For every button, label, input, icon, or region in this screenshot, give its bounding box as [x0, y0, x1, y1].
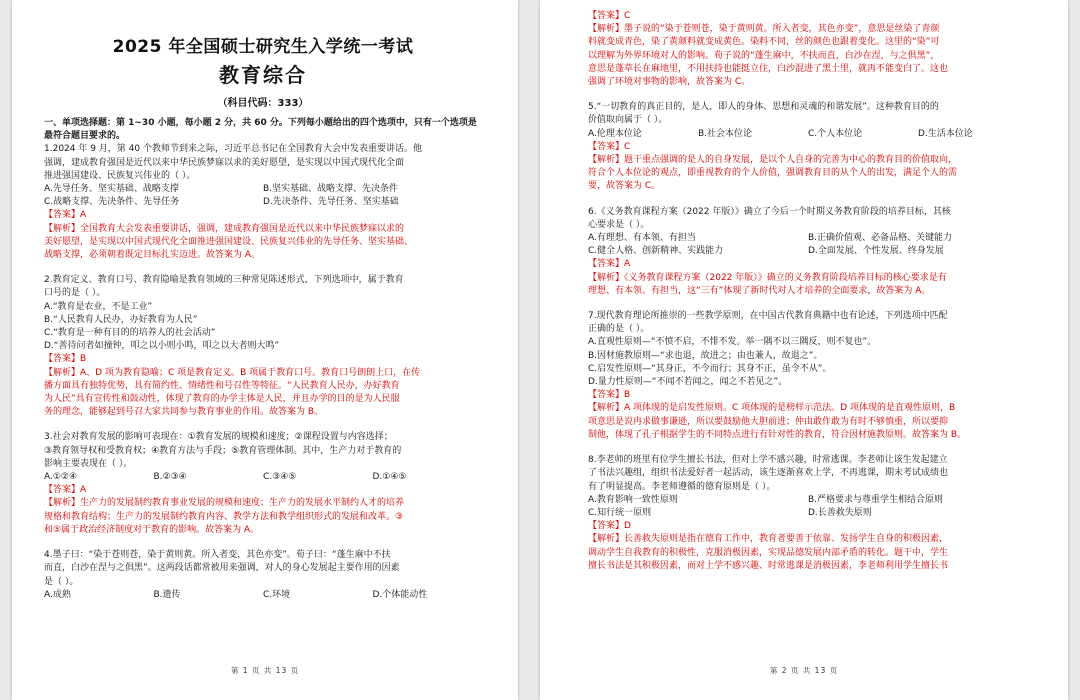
question-4-stem: 而直，白沙在涅与之俱黑”。这两段话都常被用来强调，对人的身心发展起主要作用的因素 — [44, 563, 400, 574]
question-1-stem: 1.2024 年 9 月，第 40 个教师节到来之际，习近平总书记在全国教育大会中发表重要讲话。他 — [44, 144, 422, 155]
option-b: B.遗传 — [153, 589, 181, 600]
option-c: C.健全人格、创新精神、实践能力 — [588, 246, 724, 257]
question-3-analysis: 规格和教育结构；生产力的发展制约教育内容、教学方法和教学组织形式的发展和改革。③ — [44, 511, 404, 522]
question-4-stem: 是（ ）。 — [44, 576, 79, 587]
question-1-answer: 【答案】A — [44, 210, 87, 221]
question-1-stem: 强调，建成教育强国是近代以来中华民族梦寐以求的美好愿望，是实现以中国式现代化全面 — [44, 157, 405, 168]
question-6-stem: 6.《义务教育课程方案（2022 年版）》确立了今后一个时期义务教育阶段的培养目标，其核 — [588, 206, 951, 217]
question-2-answer: 【答案】B — [44, 354, 87, 365]
question-2-stem: 2.教育定义、教育口号、教育隐喻是教育领域的三种常见陈述形式，下列选项中，属于教育 — [44, 275, 404, 286]
option-b: B.因材施教原则—“求也退，故进之；由也兼人，故退之”。 — [588, 350, 823, 361]
question-6-options — [588, 232, 1028, 245]
question-5-analysis: 要，故答案为 C。 — [588, 181, 661, 192]
question-8-stem: 了书法兴趣组，组织书法爱好者一起活动，该生逐渐喜欢上学，不再逃课，期末考试成绩也 — [588, 468, 949, 479]
option-d: D.长善救失原则 — [808, 507, 872, 518]
option-b: B.严格要求与尊重学生相结合原则 — [808, 494, 944, 505]
section-instructions: 一、单项选择题：第 1~30 小题，每小题 2 分，共 60 分。下列每小题给出的四个选项中，只有一个选项是 — [44, 118, 477, 128]
question-4-analysis: 【解析】墨子说的“染于苍则苍，染于黄则黄。所入者变，其色亦变”，意思是丝染了青颜 — [588, 24, 940, 35]
question-5-stem: 5.“一切教育的真正目的，是人，即人的身体、思想和灵魂的和谐发展”。这种教育目的的 — [588, 102, 939, 113]
document-page-1 — [12, 0, 518, 700]
question-2-analysis: 【解析】A、D 项为教育隐喻；C 项是教育定义。B 项属于教育口号。教育口号朗朗上口，在传 — [44, 367, 421, 378]
question-2-analysis: 务的理念，能够起到号召大家共同参与教育事业的作用。故答案为 B。 — [44, 407, 324, 418]
question-7-answer: 【答案】B — [588, 390, 631, 401]
option-a: A.直观性原则—“不愤不启，不悱不发。举一隅不以三隅反，则不复也”。 — [588, 337, 877, 348]
page-number: 第 2 页 共 13 页 — [769, 666, 839, 675]
question-4-stem: 4.墨子曰：“染于苍则苍，染于黄则黄。所入者变，其色亦变”。荀子曰：“蓬生麻中不扶 — [44, 550, 391, 561]
exam-subject: 教育综合 — [219, 63, 307, 87]
option-d: D.先决条件、先导任务、坚实基础 — [263, 197, 399, 208]
question-5-stem: 价值取向属于（ ）。 — [588, 115, 668, 126]
question-4-answer: 【答案】C — [588, 11, 631, 21]
question-1-analysis: 美好愿望，是实现以中国式现代化全面推进强国建设、民族复兴伟业的先导任务、坚实基础、 — [44, 236, 414, 247]
question-8-options — [588, 507, 1028, 520]
question-2-analysis: 播方面具有独特优势，具有简约性、情绪性和号召性等特征。“人民教育人民办，办好教育 — [44, 380, 400, 391]
question-4-analysis: 以理解为外界环境对人的影响。荀子说的“蓬生麻中，不扶而直，白沙在涅，与之俱黑”， — [588, 50, 940, 61]
question-6-analysis: 【解析】《义务教育课程方案（2022 年版）》确立的义务教育阶段培养目标的核心要求是有 — [588, 272, 947, 283]
question-5-analysis: 【解析】题干重点强调的是人的自身发展，是以个人自身的完善为中心的教育目的价值取向， — [588, 155, 958, 166]
option-a: A.有理想、有本领、有担当 — [588, 233, 696, 244]
option-c: C.知行统一原则 — [588, 507, 652, 518]
option-d: D.量力性原则—“不闻不若闻之，闻之不若见之”。 — [588, 377, 788, 388]
option-a: A.“教育是农业，不是工业” — [44, 301, 153, 312]
question-5-answer: 【答案】C — [588, 141, 631, 152]
question-3-answer: 【答案】A — [44, 485, 87, 496]
option-d: D.个体能动性 — [372, 589, 428, 600]
option-a: A.伦理本位论 — [588, 128, 642, 139]
page-number: 第 1 页 共 13 页 — [230, 666, 300, 675]
question-8-options — [588, 494, 1028, 507]
question-3-stem: 3.社会对教育发展的影响可表现在：①教育发展的规模和速度；②课程设置与内容选择； — [44, 432, 393, 443]
option-c: C.③④⑤ — [263, 472, 297, 483]
option-c: C.战略支撑、先决条件、先导任务 — [44, 197, 180, 208]
question-6-stem: 心要求是（ ）。 — [588, 219, 650, 230]
option-b: B.社会本位论 — [698, 128, 753, 139]
option-b: B.坚实基础、战略支撑、先决条件 — [263, 184, 399, 195]
question-8-analysis: 调动学生自我教育的积极性，克服消极因素，实现品德发展内部矛盾的转化。题干中，学生 — [588, 547, 949, 558]
section-instructions: 最符合题目要求的。 — [44, 131, 126, 142]
question-8-answer: 【答案】D — [588, 521, 631, 532]
question-2-analysis: 为人民”具有宣传性和鼓动性，体现了教育的办学主体是人民，并且办学的目的是为人民服 — [44, 394, 400, 405]
option-b: B.“人民教育人民办，办好教育为人民” — [44, 314, 198, 325]
question-1-options — [44, 183, 482, 196]
question-7-stem: 正确的是（ ）。 — [588, 324, 650, 335]
question-1-analysis: 【解析】全国教育大会发表重要讲话，强调，建成教育强国是近代以来中华民族梦寐以求的 — [44, 223, 405, 234]
question-6-analysis: 理想、有本领、有担当，这“三有”体现了新时代对人才培养的全面要求，故答案为 A。 — [588, 285, 931, 296]
question-8-stem: 8.李老师的班里有位学生擅长书法，但对上学不感兴趣，时常逃课。李老师让该生发起建立 — [588, 455, 948, 466]
question-4-analysis: 料就变成青色，染了黄颜料就变成黄色。染料不同，丝的颜色也跟着变化。这里的“染”可 — [588, 37, 940, 48]
question-3-analysis: 和⑤属于政治经济制度对于教育的影响。故答案为 A。 — [44, 524, 260, 535]
question-4-options — [44, 589, 482, 602]
question-7-analysis: 制他，体现了孔子根据学生的不同特点进行有针对性的教育，符合因材施教原则。故答案为 B。 — [588, 429, 967, 440]
question-7-analysis: 【解析】A 项体现的是启发性原则。C 项体现的是榜样示范法。D 项体现的是直观性原则，B — [588, 403, 956, 414]
question-1-options — [44, 196, 482, 209]
option-c: C.启发性原则—“其身正，不令而行；其身不正，虽令不从”。 — [588, 363, 832, 374]
question-4-analysis: 意思是蓬草长在麻地里，不用扶持也能挺立住，白沙混进了黑土里，就再不能变白了。这也 — [588, 63, 949, 74]
question-3-analysis: 【解析】生产力的发展制约教育事业发展的规模和速度；生产力的发展水平制约人才的培养 — [44, 498, 405, 509]
question-8-stem: 有了明显提高。李老师遵循的德育原则是（ ）。 — [588, 481, 776, 492]
question-1-analysis: 战略支撑，必须朝着既定目标扎实迈进。故答案为 A。 — [44, 250, 261, 261]
question-6-answer: 【答案】A — [588, 259, 631, 270]
question-8-analysis: 【解析】长善救失原则是指在德育工作中，教育者要善于依靠、发扬学生自身的积极因素， — [588, 534, 949, 545]
option-a: A.成熟 — [44, 589, 71, 600]
option-c: C.“教育是一种有目的的培养人的社会活动” — [44, 328, 216, 339]
option-b: B.正确价值观、必备品格、关键能力 — [808, 233, 953, 244]
question-8-analysis: 擅长书法是其积极因素，而对上学不感兴趣、时常逃课是消极因素，李老师利用学生擅长书 — [588, 560, 949, 571]
option-a: A.先导任务、坚实基础、战略支撑 — [44, 184, 179, 195]
question-3-stem: 影响主要表现在（ ）。 — [44, 458, 133, 469]
question-5-analysis: 符合个人本位论的观点，即重视教育的个人价值，强调教育目的从个人的出发，满足个人的需 — [588, 168, 958, 179]
question-3-options — [44, 471, 482, 484]
question-4-analysis: 强调了环境对事物的影响，故答案为 C。 — [588, 77, 751, 88]
option-d: D.全面发展、个性发展、终身发展 — [808, 246, 944, 257]
question-7-stem: 7.现代教育理论所推崇的一些教学原则，在中国古代教育典籍中也有论述，下列选项中匹配 — [588, 311, 948, 322]
option-a: A.①②④ — [44, 472, 78, 483]
question-2-stem: 口号的是（ ）。 — [44, 288, 106, 299]
option-c: C.环境 — [263, 589, 291, 600]
subject-code: （科目代码：333） — [217, 98, 309, 109]
question-3-stem: ③教育领导权和受教育权；④教育方法与手段；⑤教育管理体制。其中，生产力对于教育的 — [44, 445, 402, 456]
document-page-2 — [540, 0, 1068, 700]
option-d: D.生活本位论 — [918, 128, 973, 139]
question-7-analysis: 项意思是说冉求做事谦逊，所以要鼓励他大胆前进；仲由敢作敢为有时不够慎重，所以要抑 — [588, 416, 949, 427]
question-6-options — [588, 245, 1028, 258]
question-5-options — [588, 128, 1028, 141]
exam-title: 2025 年全国硕士研究生入学统一考试 — [112, 37, 414, 57]
option-b: B.②③④ — [153, 472, 187, 483]
option-a: A.教育影响一致性原则 — [588, 494, 678, 505]
question-1-stem: 推进强国建设、民族复兴伟业的（ ）。 — [44, 170, 196, 181]
option-d: D.①④⑤ — [372, 472, 407, 483]
option-d: D.“善待问者如撞钟，叩之以小则小鸣，叩之以大者则大鸣” — [44, 341, 280, 352]
option-c: C.个人本位论 — [808, 128, 863, 139]
